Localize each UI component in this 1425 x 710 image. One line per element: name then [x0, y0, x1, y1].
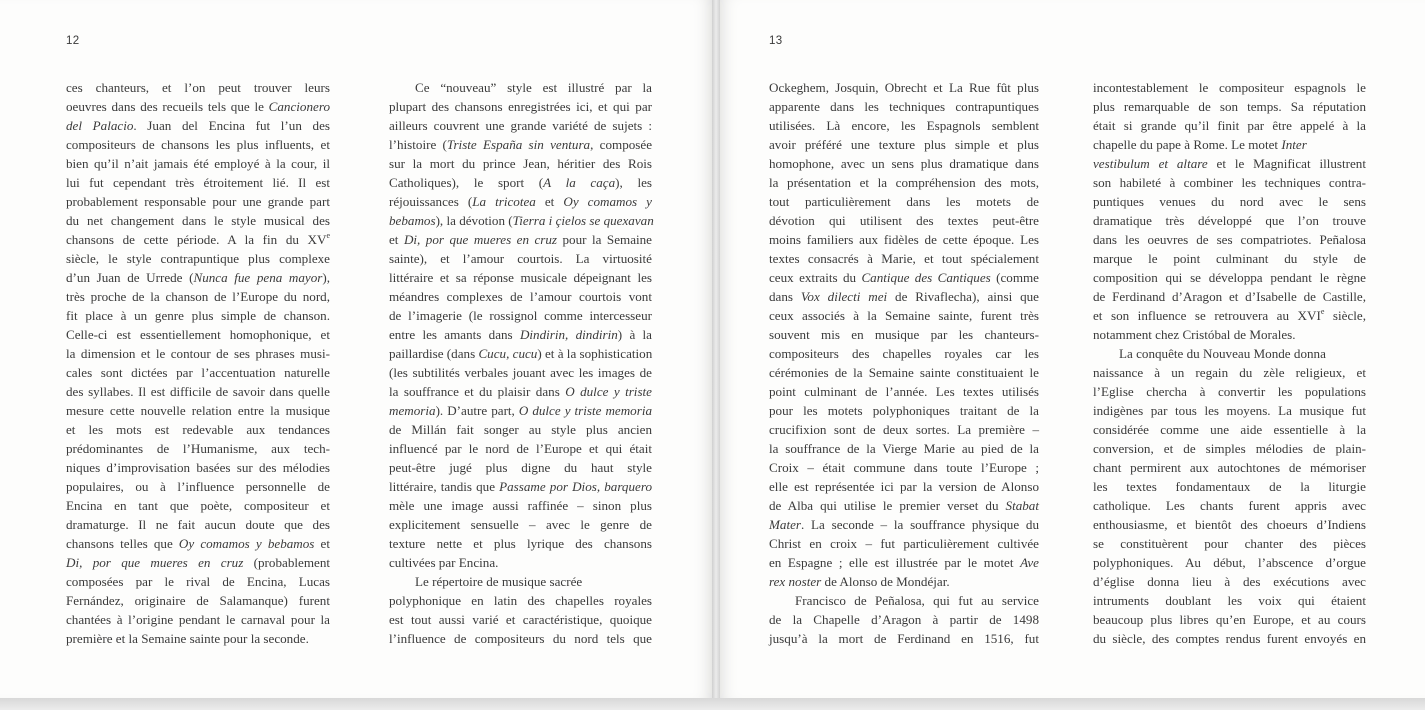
text-line: fit place à un genre plus simple de chanson.	[66, 308, 330, 323]
text-line: d’un Juan de Urrede (Nunca fue pena mayor),	[66, 270, 330, 285]
book-gutter	[712, 0, 720, 698]
text-line: La conquête du Nouveau Monde donna	[1119, 346, 1326, 361]
text-line: del Palacio. Juan del Encina fut l’un des	[66, 118, 330, 133]
text-line: la présentation et la compréhension des mots,	[769, 175, 1039, 190]
text-line: bebamos), la dévotion (Tierra i çielos se quexavan	[389, 213, 654, 228]
text-line: très proche de la chanson de l’Europe du nord,	[66, 289, 330, 304]
text-line: l’influence de compositeurs du nord tels que	[389, 631, 652, 646]
text-line: sur la mort du prince Jean, héritier des Rois	[389, 156, 652, 171]
text-line: chapelle du pape à Rome. Le motet Inter	[1093, 137, 1307, 152]
text-line: Encina en tant que poète, compositeur et	[66, 498, 330, 513]
text-line: compositeurs des chapelles royales car les	[769, 346, 1039, 361]
text-line: apparente dans les techniques contrapuntiques	[769, 99, 1039, 114]
text-line: la dimension et le contour de ses phrases musi-	[66, 346, 330, 361]
text-line: crucifixion sont de deux sortes. La première –	[769, 422, 1039, 437]
text-line: elle est représentée ici par la version de Alonso	[769, 479, 1039, 494]
text-line: chant permirent aux autochtones de mémoriser	[1093, 460, 1366, 475]
text-line: homophone, avec un sens plus dramatique dans	[769, 156, 1039, 171]
text-line: Fernández, originaire de Salamanque) furent	[66, 593, 330, 608]
text-line: dans Vox dilecti mei de Rivaflecha), ainsi que	[769, 289, 1039, 304]
text-line: point culminant de l’année. Les textes utilisés	[769, 384, 1039, 399]
text-line: prédominantes de l’Humanisme, aux tech-	[66, 441, 330, 456]
text-line: Di, por que mueres en cruz (probablement	[66, 555, 331, 570]
text-line: sainte), et l’amour courtois. La virtuosité	[389, 251, 652, 266]
text-line: ceux extraits du Cantique des Cantiques (comme	[769, 270, 1039, 285]
text-line: chansons telles que Oy comamos y bebamos et	[66, 536, 330, 551]
text-line: incontestablement le compositeur espagnols le	[1093, 80, 1366, 95]
text-line: plupart des chansons enregistrées ici, et qui par	[389, 99, 652, 114]
text-line: considérée comme une aide essentielle à la	[1093, 422, 1366, 437]
text-line: conversion, et de simples mélodies de plain-	[1093, 441, 1366, 456]
page-bottom-edge	[0, 698, 1425, 710]
text-line: chansons de cette période. A la fin du XVe	[66, 230, 330, 247]
left-page	[0, 0, 712, 698]
text-line: populaires, ou à l’influence personnelle de	[66, 479, 330, 494]
text-line: cultivées par Encina.	[389, 555, 499, 570]
text-line: polyphonique en latin des chapelles royales	[389, 593, 652, 608]
text-line: moins familiers aux fidèles de cette époque. Les	[769, 232, 1039, 247]
text-column-1	[66, 78, 330, 648]
text-line: Christ en croix – fut particulièrement cultivée	[769, 536, 1039, 551]
paragraph	[1093, 344, 1366, 648]
text-line: de l’imagerie (le rossignol comme intercesseur	[389, 308, 652, 323]
text-line: en Espagne ; elle est illustrée par le motet Ave	[769, 555, 1039, 570]
text-line: chantées à l’origine pendant le carnaval pour la	[66, 612, 330, 627]
text-line: jusqu’à la mort de Ferdinand en 1516, fut	[769, 631, 1039, 646]
text-line: catholique. Les chants furent appris avec	[1093, 498, 1366, 513]
text-line: l’histoire (Triste España sin ventura, composée	[389, 137, 653, 152]
text-line: composition qui se développa pendant le règne	[1093, 270, 1366, 285]
text-line: ceux associés à la Semaine sainte, furent très	[769, 308, 1039, 323]
text-line: notamment chez Cristóbal de Morales.	[1093, 327, 1296, 342]
text-line: de Alba qui utilise le premier verset du Stabat	[769, 498, 1039, 513]
text-line: ailleurs couvrent une grande variété de sujets :	[389, 118, 652, 133]
text-line: cales sont dictées par l’accentuation naturelle	[66, 365, 330, 380]
text-line: son habileté à combiner les techniques contra-	[1093, 175, 1366, 190]
text-line: de la Chapelle d’Aragon à partir de 1498	[769, 612, 1039, 627]
paragraph	[389, 78, 652, 572]
text-line: dramaturge. Il ne fait aucun doute que des	[66, 517, 330, 532]
text-line: beaucoup plus libres qu’en Europe, et au cours	[1093, 612, 1366, 627]
text-column-2	[389, 78, 652, 648]
text-line: Francisco de Peñalosa, qui fut au service	[795, 593, 1039, 608]
text-line: oeuvres dans des recueils tels que le Cancionero	[66, 99, 330, 114]
text-line: première et la Semaine sainte pour la seconde.	[66, 631, 309, 646]
text-line: et Di, por que mueres en cruz pour la Semaine	[389, 232, 652, 247]
text-line: texture nette et plus lyrique des chansons	[389, 536, 652, 551]
text-line: entre les amants dans Dindirin, dindirin) à la	[389, 327, 652, 342]
text-line: est tout aussi varié et caractéristique, quoique	[389, 612, 652, 627]
text-line: explicitement sensuelle – avec le genre de	[389, 517, 652, 532]
text-line: rex noster de Alonso de Mondéjar.	[769, 574, 950, 589]
text-line: composées par le rival de Encina, Lucas	[66, 574, 330, 589]
text-line: puntiques venues du nord avec le sens	[1093, 194, 1366, 209]
text-line: paillardise (dans Cucu, cucu) et à la sophistication	[389, 346, 653, 361]
text-line: de Ferdinand d’Aragon et d’Isabelle de Castille,	[1093, 289, 1366, 304]
text-line: pour les motets polyphoniques traitant de la	[769, 403, 1039, 418]
text-line: tout particulièrement dans les motets de	[769, 194, 1039, 209]
text-line: enthousiasme, et bientôt des choeurs d’Indiens	[1093, 517, 1366, 532]
text-line: Mater. La seconde – la souffrance physique du	[769, 517, 1039, 532]
text-line: de Millán fait songer au style plus ancien	[389, 422, 652, 437]
text-line: souvent mis en musique par les chanteurs-	[769, 327, 1039, 342]
paragraph	[769, 78, 1039, 591]
text-line: littéraire et sa réponse musicale dépeignant les	[389, 270, 652, 285]
text-line: utilisées. Là encore, les Espagnols semblent	[769, 118, 1039, 133]
text-line: naissance à un regain du zèle religieux, et	[1093, 365, 1366, 380]
text-line: Croix – était commune dans toute l’Europe ;	[769, 460, 1039, 475]
text-line: Le répertoire de musique sacrée	[415, 574, 583, 589]
text-line: réjouissances (La tricotea et Oy comamos y	[389, 194, 652, 209]
page-number: 13	[769, 35, 783, 47]
text-line: peut-être jugé plus digne du haut style	[389, 460, 652, 475]
paragraph	[389, 572, 652, 648]
text-line: bien qu’il n’ait jamais été employé à la cour, il	[66, 156, 330, 171]
text-line: les textes fondamentaux de la liturgie	[1093, 479, 1366, 494]
right-page	[720, 0, 1425, 698]
text-column-4	[1093, 78, 1366, 648]
text-line: et les mots est redevable aux tendances	[66, 422, 330, 437]
text-line: plus remarquable de son temps. Sa réputation	[1093, 99, 1366, 114]
text-line: Catholiques), le sport (A la caça), les	[389, 175, 652, 190]
text-line: polyphoniques. Au début, l’abscence d’orgue	[1093, 555, 1366, 570]
text-line: et son influence se retrouvera au XVIe siècle,	[1093, 306, 1366, 323]
text-line: influencé par le nord de l’Europe et qui était	[389, 441, 652, 456]
text-line: (les subtilités verbales jouant avec les images de	[389, 365, 652, 380]
text-line: cérémonies de la Semaine sainte constituaient le	[769, 365, 1039, 380]
text-line: niques d’improvisation basées sur des mélodies	[66, 460, 330, 475]
text-line: dévotion qui utilisent des textes peut-être	[769, 213, 1039, 228]
text-line: se constituèrent pour chanter des pièces	[1093, 536, 1366, 551]
text-line: Ockeghem, Josquin, Obrecht et La Rue fût plus	[769, 80, 1039, 95]
text-line: littéraire, tandis que Passame por Dios, barquero	[389, 479, 652, 494]
text-line: vestibulum et altare et le Magnificat illustrent	[1093, 156, 1366, 171]
text-line: méandres complexes de l’amour courtois vont	[389, 289, 652, 304]
page-number: 12	[66, 35, 80, 47]
paragraph	[1093, 78, 1366, 344]
text-line: ces chanteurs, et l’on peut trouver leurs	[66, 80, 330, 95]
text-line: mesure cette nouvelle relation entre la musique	[66, 403, 330, 418]
text-line: siècle, le style contrapuntique plus complexe	[66, 251, 330, 266]
text-line: indigènes par tous les moyens. La musique fut	[1093, 403, 1366, 418]
text-line: Ce “nouveau” style est illustré par la	[415, 80, 652, 95]
paragraph	[66, 78, 330, 648]
text-line: mèle une image aussi raffinée – sinon plus	[389, 498, 652, 513]
text-line: la souffrance et du plaisir dans O dulce y triste	[389, 384, 652, 399]
text-column-3	[769, 78, 1039, 648]
text-line: d’église donna lieu à des exécutions avec	[1093, 574, 1366, 589]
text-line: memoria). D’autre part, O dulce y triste memoria	[389, 403, 652, 418]
text-line: des syllabes. Il est difficile de savoir dans quelle	[66, 384, 330, 399]
text-line: dans les oeuvres de ses compatriotes. Peñalosa	[1093, 232, 1366, 247]
paragraph	[769, 591, 1039, 648]
text-line: probablement responsable pour une grande part	[66, 194, 330, 209]
text-line: du net changement dans le style musical des	[66, 213, 330, 228]
text-line: textes consacrés à Marie, et tout spécialement	[769, 251, 1039, 266]
text-line: avoir préféré une texture plus simple et plus	[769, 137, 1039, 152]
text-line: était si grande qu’il finit par être appelé à la	[1093, 118, 1366, 133]
text-line: marque le point culminant du style de	[1093, 251, 1366, 266]
text-line: lui fut cependant très étroitement lié. Il est	[66, 175, 330, 190]
text-line: intruments doublant les voix qui étaient	[1093, 593, 1366, 608]
text-line: Celle-ci est essentiellement homophonique, et	[66, 327, 330, 342]
text-line: dramatique très développé que l’on trouve	[1093, 213, 1366, 228]
text-line: la souffrance de la Vierge Marie au pied de la	[769, 441, 1039, 456]
text-line: compositeurs de chansons les plus influents, et	[66, 137, 330, 152]
text-line: l’Eglise chercha à convertir les populations	[1093, 384, 1366, 399]
text-line: du siècle, des comptes rendus furent envoyés en	[1093, 631, 1366, 646]
